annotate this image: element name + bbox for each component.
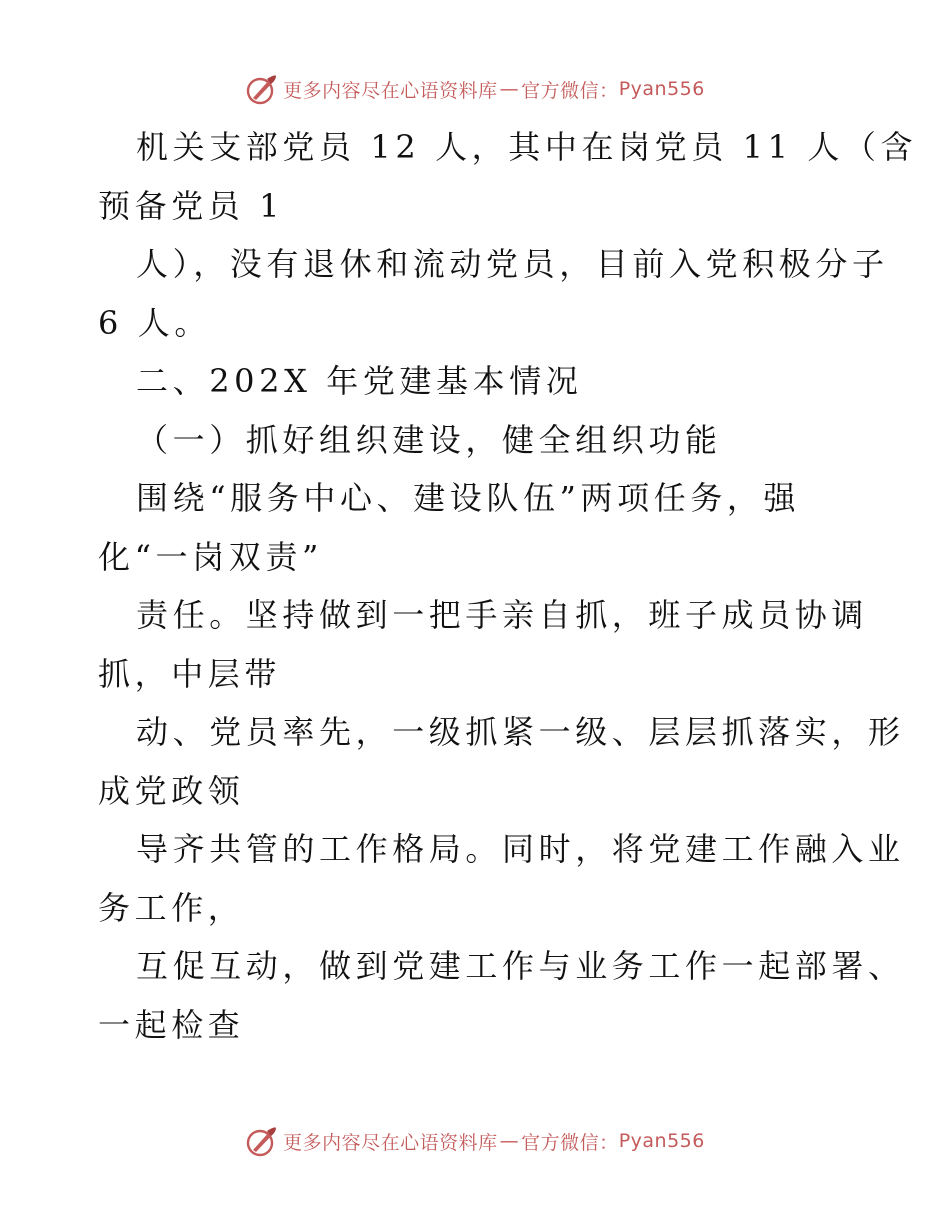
- paragraph-line: 人），没有退休和流动党员，目前入党积极分子: [136, 245, 889, 283]
- paragraph-line: 抓，中层带: [98, 654, 282, 693]
- paragraph-line: 务工作，: [98, 888, 245, 927]
- watermark-text: 更多内容尽在心语资料库: [283, 1131, 498, 1154]
- quill-logo-icon: [245, 1124, 279, 1158]
- paragraph-line: 动、党员率先，一级抓紧一级、层层抓落实，形: [136, 713, 905, 751]
- watermark-text: 更多内容尽在心语资料库: [283, 79, 498, 102]
- section-heading: 二、202X 年党建基本情况: [136, 362, 583, 400]
- paragraph-line: 机关支部党员 12 人，其中在岗党员 11 人（含: [136, 128, 918, 166]
- footer-watermark: [0, 1124, 950, 1158]
- quill-logo-icon: [245, 72, 279, 106]
- watermark-wechat-label: 官方微信：: [521, 1131, 619, 1154]
- paragraph-line: 化“一岗双责”: [98, 537, 323, 576]
- header-watermark: [0, 72, 950, 106]
- paragraph-line: 成党政领: [98, 771, 245, 810]
- paragraph-line: 互促互动，做到党建工作与业务工作一起部署、: [136, 947, 905, 985]
- paragraph-line: 导齐共管的工作格局。同时，将党建工作融入业: [136, 830, 905, 868]
- subsection-heading: （一）抓好组织建设，健全组织功能: [136, 420, 722, 459]
- watermark-wechat-id: Pyan556: [618, 78, 705, 100]
- paragraph-line: 围绕“服务中心、建设队伍”两项任务，强: [136, 479, 801, 517]
- paragraph-line: 一起检查: [98, 1005, 245, 1044]
- paragraph-line: 6 人。: [98, 303, 211, 342]
- watermark-separator: —: [499, 78, 520, 100]
- paragraph-line: 预备党员 1: [98, 186, 285, 225]
- watermark-wechat-id: Pyan556: [618, 1130, 705, 1152]
- document-body: [98, 118, 918, 1054]
- watermark-wechat-label: 官方微信：: [521, 79, 619, 102]
- paragraph-line: 责任。坚持做到一把手亲自抓，班子成员协调: [136, 596, 869, 634]
- watermark-separator: —: [499, 1130, 520, 1152]
